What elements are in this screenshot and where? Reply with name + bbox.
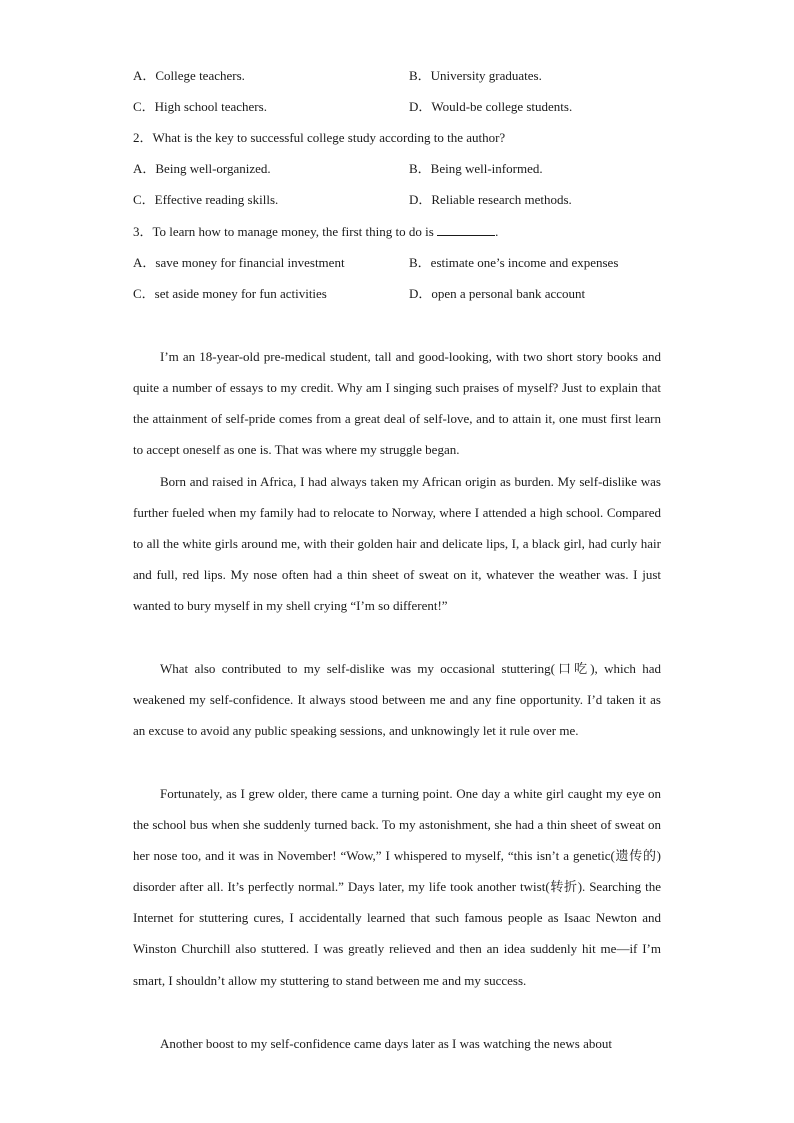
q1-option-b[interactable] [409, 68, 542, 84]
q1-options-row-2 [133, 99, 673, 115]
option-letter: B． [409, 68, 431, 83]
q2-options-row-2 [133, 192, 673, 208]
option-text: Would-be college students. [431, 99, 573, 114]
option-text: Being well-organized. [155, 161, 271, 176]
option-text: Reliable research methods. [431, 192, 572, 207]
option-text: set aside money for fun activities [154, 286, 327, 301]
q3-option-b[interactable] [409, 255, 618, 271]
passage-paragraph-2: Born and raised in Africa, I had always taken my African origin as burden. My self-dislike was further fueled when my family had to relocate to Norway, where I attended a high school. Compared to all the white girls around me, with their golden hair and delicate lips, I, a black girl, had curly hair and full, red lips. My nose often had a thin sheet of sweat on it, whatever the weather was. I just wanted to bury myself in my shell crying “I’m so different!” [133, 474, 661, 614]
passage-paragraph-4: Fortunately, as I grew older, there came a turning point. One day a white girl caught my eye on the school bus when she suddenly turned back. To my astonishment, she had a thin sheet of sweat on her nose too, and it was in November! “Wow,” I whispered to myself, “this isn’t a genetic(遗传的) disorder after all. It’s perfectly normal.” Days later, my life took another twist(转折). Searching the Internet for stuttering cures, I accidentally learned that such famous people as Isaac Newton and Winston Churchill also stuttered. I was greatly relieved and then an idea suddenly hit me—if I’m smart, I shouldn’t allow my stuttering to stand between me and my success. [133, 786, 661, 988]
option-text: High school teachers. [154, 99, 267, 114]
q3-stem [133, 224, 498, 240]
answer-blank[interactable] [437, 224, 495, 236]
q1-option-a[interactable] [133, 68, 245, 84]
q2-option-a[interactable] [133, 161, 271, 177]
q3-option-c[interactable] [133, 286, 327, 302]
q1-options-row-1 [133, 68, 673, 84]
passage-paragraph-1: I’m an 18-year-old pre-medical student, tall and good-looking, with two short story books and quite a number of essays to my credit. Why am I singing such praises of myself? Just to explain that the attainment of self-pride comes from a great deal of self-love, and to attain it, one must first learn to accept oneself as one is. That was where my struggle began. [133, 349, 661, 458]
q2-option-d[interactable] [409, 192, 572, 208]
option-letter: D． [409, 99, 432, 114]
q1-option-d[interactable] [409, 99, 572, 115]
option-letter: D． [409, 192, 432, 207]
option-text: University graduates. [430, 68, 542, 83]
option-letter: A． [133, 161, 156, 176]
option-text: save money for financial investment [155, 255, 345, 270]
option-text: open a personal bank account [431, 286, 586, 301]
option-letter: C． [133, 99, 155, 114]
option-letter: A． [133, 68, 156, 83]
q1-option-c[interactable] [133, 99, 267, 115]
q3-option-a[interactable] [133, 255, 345, 271]
q3-options-row-1 [133, 255, 673, 271]
q2-option-c[interactable] [133, 192, 278, 208]
option-letter: C． [133, 286, 155, 301]
q2-stem: 2．What is the key to successful college study according to the author? [133, 130, 506, 145]
option-letter: B． [409, 161, 431, 176]
passage-paragraph-3: What also contributed to my self-dislike was my occasional stuttering(口吃), which had weakened my self-confidence. It always stood between me and any fine opportunity. I’d taken it as an excuse to avoid any public speaking sessions, and unknowingly let it rule over me. [133, 661, 661, 739]
option-letter: C． [133, 192, 155, 207]
q2-options-row-1 [133, 161, 673, 177]
option-letter: B． [409, 255, 431, 270]
q3-stem-end: . [495, 224, 499, 239]
passage-paragraph-5: Another boost to my self-confidence came days later as I was watching the news about [160, 1036, 612, 1051]
option-text: Effective reading skills. [154, 192, 279, 207]
option-text: estimate one’s income and expenses [430, 255, 619, 270]
option-text: College teachers. [155, 68, 245, 83]
q3-stem-text: 3．To learn how to manage money, the first thing to do is [133, 224, 434, 239]
option-letter: A． [133, 255, 156, 270]
option-text: Being well-informed. [430, 161, 543, 176]
q2-option-b[interactable] [409, 161, 543, 177]
q3-option-d[interactable] [409, 286, 585, 302]
option-letter: D． [409, 286, 432, 301]
q3-options-row-2 [133, 286, 673, 302]
